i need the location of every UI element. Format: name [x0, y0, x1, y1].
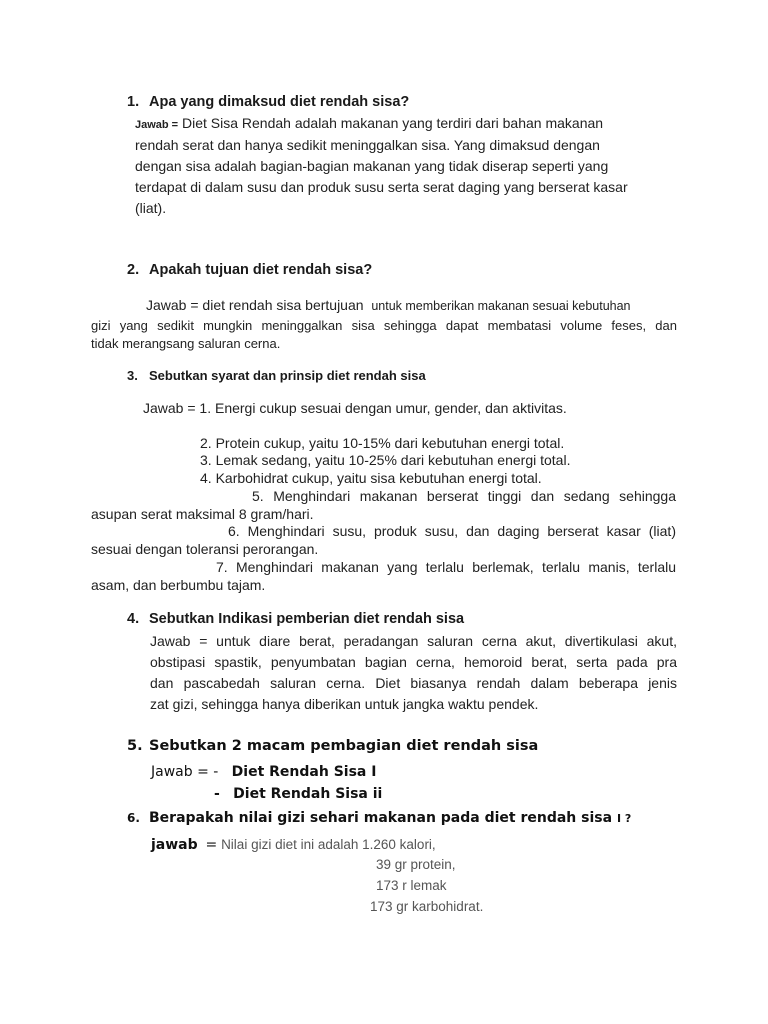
question-text: Apakah tujuan diet rendah sisa?	[149, 262, 373, 278]
answer-1-line-5: (liat).	[135, 200, 167, 216]
answer-3-line-1: Jawab = 1. Energi cukup sesuai dengan umur, gender, dan aktivitas.	[143, 400, 567, 416]
answer-1-line-1	[135, 113, 603, 136]
answer-4-line-3: dan pascabedah saluran cerna. Diet biasanya rendah dalam beberapa jenis	[150, 675, 677, 691]
question-text: Sebutkan Indikasi pemberian diet rendah sisa	[149, 611, 465, 627]
answer-6-line-1	[151, 836, 436, 853]
answer-1-line-2: rendah serat dan hanya sedikit meninggalkan sisa. Yang dimaksud dengan	[135, 137, 600, 153]
answer-1-line-3: dengan sisa adalah bagian-bagian makanan yang tidak diserap seperti yang	[135, 158, 609, 174]
diet-type-2: Diet Rendah Sisa ii	[233, 786, 383, 802]
question-text: Sebutkan 2 macam pembagian diet rendah sisa	[149, 738, 539, 754]
answer-label: Jawab = -	[151, 764, 219, 780]
question-number: 3.	[127, 368, 138, 383]
answer-2-line-3: tidak merangsang saluran cerna.	[91, 336, 281, 351]
question-number: 5.	[127, 738, 143, 754]
answer-eq: =	[205, 837, 218, 853]
answer-5-line-2	[214, 786, 382, 802]
answer-3-item-7: 7. Menghindari makanan yang terlalu berlemak, terlalu manis, terlalu	[216, 559, 676, 575]
question-4	[127, 611, 464, 627]
answer-label: jawab	[151, 837, 198, 853]
question-2	[127, 262, 372, 278]
answer-3-item-6-cont: sesuai dengan toleransi perorangan.	[91, 541, 319, 557]
answer-4-line-2: obstipasi spastik, penyumbatan bagian cerna, hemoroid berat, serta pada pra	[150, 654, 677, 670]
answer-6-line-4: 173 gr karbohidrat.	[370, 899, 484, 914]
answer-3-item-5-cont: asupan serat maksimal 8 gram/hari.	[91, 506, 314, 522]
answer-2-line-2: gizi yang sedikit mungkin meninggalkan sisa sehingga dapat membatasi volume feses, dan	[91, 318, 677, 333]
answer-text: Nilai gizi diet ini adalah 1.260 kalori,	[221, 837, 436, 852]
answer-2-line-1	[146, 297, 631, 313]
answer-3-item-6: 6. Menghindari susu, produk susu, dan daging berserat kasar (liat)	[228, 523, 676, 539]
answer-text: Diet Sisa Rendah adalah makanan yang terdiri dari bahan makanan	[182, 115, 604, 131]
question-number: 1.	[127, 94, 140, 110]
answer-4-line-4: zat gizi, sehingga hanya diberikan untuk jangka waktu pendek.	[150, 696, 539, 712]
question-1	[127, 94, 409, 110]
answer-3-item-7-cont: asam, dan berbumbu tajam.	[91, 577, 266, 593]
answer-3-item-2: 2. Protein cukup, yaitu 10-15% dari kebutuhan energi total.	[200, 435, 565, 451]
question-number: 6.	[127, 811, 140, 825]
question-number: 2.	[127, 262, 140, 278]
answer-text: Jawab = diet rendah sisa bertujuan	[146, 297, 364, 313]
question-text: Berapakah nilai gizi sehari makanan pada diet rendah sisa	[149, 810, 613, 826]
answer-text-continued: untuk memberikan makanan sesuai kebutuhan	[371, 299, 631, 313]
answer-6-line-2: 39 gr protein,	[376, 857, 456, 872]
answer-3-item-5: 5. Menghindari makanan berserat tinggi dan sedang sehingga	[252, 488, 676, 504]
answer-label: Jawab =	[135, 119, 179, 131]
answer-5-line-1	[151, 764, 376, 780]
answer-4-line-1: Jawab = untuk diare berat, peradangan saluran cerna akut, divertikulasi akut,	[150, 633, 677, 649]
question-text: Apa yang dimaksud diet rendah sisa?	[149, 94, 410, 110]
question-text: Sebutkan syarat dan prinsip diet rendah sisa	[149, 368, 426, 383]
question-5	[127, 738, 538, 754]
question-6	[127, 810, 631, 826]
bullet-dash: -	[214, 786, 220, 802]
answer-3-item-4: 4. Karbohidrat cukup, yaitu sisa kebutuhan energi total.	[200, 470, 542, 486]
question-number: 4.	[127, 611, 140, 627]
answer-3-item-3: 3. Lemak sedang, yaitu 10-25% dari kebutuhan energi total.	[200, 452, 571, 468]
answer-6-line-3: 173 r lemak	[376, 878, 447, 893]
diet-type-1: Diet Rendah Sisa I	[231, 764, 377, 780]
question-3	[127, 368, 426, 383]
answer-1-line-4: terdapat di dalam susu dan produk susu serta serat daging yang berserat kasar	[135, 179, 628, 195]
question-suffix: I ?	[616, 812, 632, 825]
